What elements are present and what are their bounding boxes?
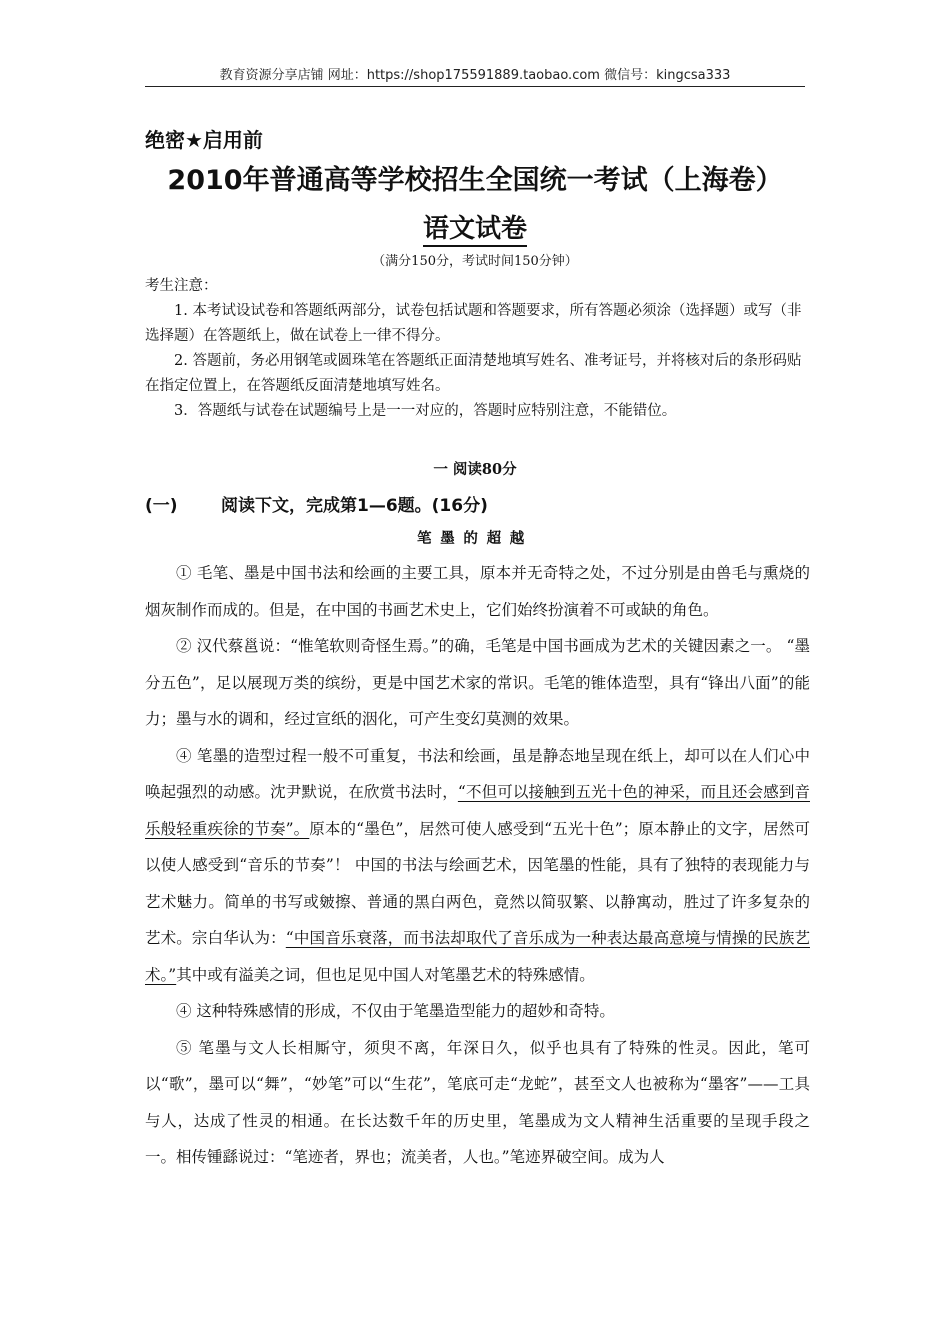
score-note: （满分150分，考试时间150分钟）: [372, 254, 578, 269]
page-header: 教育资源分享店铺 网址：https://shop175591889.taobao.com 微信号：kingcsa333: [219, 68, 731, 83]
header-divider: [145, 86, 805, 87]
notice-heading: 考生注意：: [145, 278, 218, 294]
part-heading: [145, 491, 805, 516]
part-instruction: 阅读下文，完成第1—6题。(16分): [221, 496, 488, 516]
part-number: (一): [145, 496, 178, 516]
notice-item: 2. 答题前，务必用钢笔或圆珠笔在答题纸正面清楚地填写姓名、准考证号，并将核对后的条形码贴在指定位置上，在答题纸反面清楚地填写姓名。: [145, 353, 802, 394]
article-title: 笔墨的超越: [417, 530, 533, 547]
secret-label: 绝密★启用前: [145, 128, 263, 152]
exam-subtitle-text: 语文试卷: [423, 214, 527, 247]
underlined-quote: “中国音乐衰落，而书法却取代了音乐成为一种表达最高意境与情操的民族艺术。”: [145, 929, 810, 984]
exam-subtitle: [145, 208, 805, 245]
notice-block: [145, 274, 807, 424]
article-paragraph: ④ 这种特殊感情的形成，不仅由于笔墨造型能力的超妙和奇特。: [176, 1002, 615, 1020]
section-heading: 一 阅读80分: [433, 461, 517, 478]
notice-item: 3．答题纸与试卷在试题编号上是一一对应的，答题时应特别注意，不能错位。: [174, 403, 677, 419]
notice-item: 1. 本考试设试卷和答题纸两部分，试卷包括试题和答题要求，所有答题必须涂（选择题）或写（非选择题）在答题纸上，做在试卷上一律不得分。: [145, 303, 802, 344]
underlined-quote: “不但可以接触到五光十色的神采，而且还会感到音乐般轻重疾徐的节奏”。: [145, 783, 810, 838]
paragraph-text: 其中或有溢美之词，但也足见中国人对笔墨艺术的特殊感情。: [176, 965, 595, 984]
paragraph-text: 原本的“墨色”，居然可使人感受到“五光十色”；原本静止的文字，居然可以使人感受到“音乐的节奏”！ 中国的书法与绘画艺术，因笔墨的性能，具有了独特的表现能力与艺术魅力。简单的书写或皴擦、普通的黑白两色，竟然以简驭繁、以静寓动，胜过了许多复杂的艺术。宗白华认为：: [145, 819, 810, 947]
exam-title: 2010年普通高等学校招生全国统一考试（上海卷）: [167, 165, 783, 196]
article-paragraph: ⑤ 笔墨与文人长相厮守，须臾不离，年深日久，似乎也具有了特殊的性灵。因此，笔可以“歌”，墨可以“舞”，“妙笔”可以“生花”，笔底可走“龙蛇”，甚至文人也被称为“墨客”——工具与人，达成了性灵的相通。在长达数千年的历史里，笔墨成为文人精神生活重要的呈现手段之一。相传锺繇说过：“笔迹者，界也；流美者，人也。”笔迹界破空间。成为人: [145, 1038, 810, 1166]
paragraph-text: ④ 笔墨的造型过程一般不可重复，书法和绘画，虽是静态地呈现在纸上，却可以在人们心中唤起强烈的动感。沈尹默说，在欣赏书法时，: [145, 746, 810, 801]
article-paragraph: ② 汉代蔡邕说：“惟笔软则奇怪生焉。”的确，毛笔是中国书画成为艺术的关键因素之一。 “墨分五色”，足以展现万类的缤纷，更是中国艺术家的常识。毛笔的锥体造型，具有“锋出八面”的能力；墨与水的调和，经过宣纸的洇化，可产生变幻莫测的效果。: [145, 637, 810, 728]
article-body: [145, 555, 810, 1176]
article-paragraph: ① 毛笔、墨是中国书法和绘画的主要工具，原本并无奇特之处，不过分别是由兽毛与熏烧的烟灰制作而成的。但是，在中国的书画艺术史上，它们始终扮演着不可或缺的角色。: [145, 564, 810, 619]
article-paragraph: [145, 738, 810, 994]
